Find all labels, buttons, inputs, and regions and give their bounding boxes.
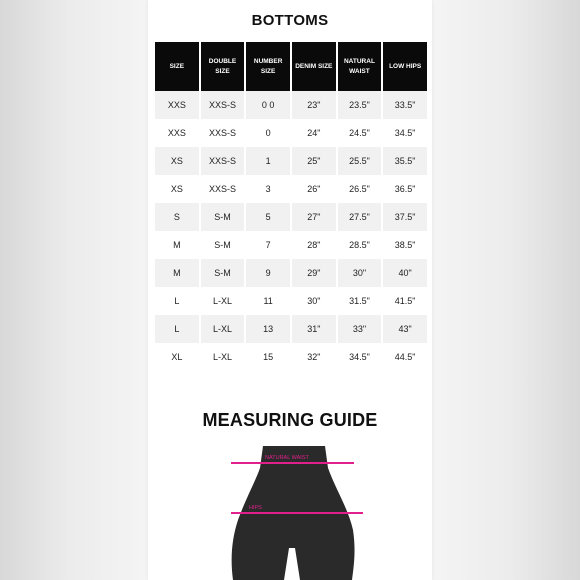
- header-double-size: DOUBLE SIZE: [201, 42, 245, 91]
- cell-double-size: L-XL: [201, 343, 245, 371]
- cell-denim-size: 30": [292, 287, 336, 315]
- cell-denim-size: 25": [292, 147, 336, 175]
- cell-number-size: 15: [246, 343, 290, 371]
- cell-number-size: 1: [246, 147, 290, 175]
- cell-number-size: 13: [246, 315, 290, 343]
- header-number-size: NUMBER SIZE: [246, 42, 290, 91]
- cell-size: XL: [155, 343, 199, 371]
- cell-number-size: 9: [246, 259, 290, 287]
- cell-low-hips: 43": [383, 315, 427, 343]
- cell-denim-size: 27": [292, 203, 336, 231]
- cell-low-hips: 44.5": [383, 343, 427, 371]
- table-row: [155, 119, 427, 147]
- measuring-figure: [148, 440, 432, 580]
- cell-size: XXS: [155, 91, 199, 119]
- header-denim-size: DENIM SIZE: [292, 42, 336, 91]
- cell-denim-size: 24": [292, 119, 336, 147]
- cell-double-size: L-XL: [201, 315, 245, 343]
- cell-natural-waist: 26.5": [338, 175, 382, 203]
- table-row: [155, 91, 427, 119]
- cell-number-size: 11: [246, 287, 290, 315]
- cell-low-hips: 41.5": [383, 287, 427, 315]
- cell-denim-size: 29": [292, 259, 336, 287]
- cell-low-hips: 38.5": [383, 231, 427, 259]
- cell-denim-size: 32": [292, 343, 336, 371]
- table-row: [155, 259, 427, 287]
- cell-denim-size: 31": [292, 315, 336, 343]
- cell-low-hips: 37.5": [383, 203, 427, 231]
- table-row: [155, 203, 427, 231]
- cell-size: S: [155, 203, 199, 231]
- cell-size: XS: [155, 175, 199, 203]
- chart-title: BOTTOMS: [251, 12, 329, 29]
- cell-low-hips: 34.5": [383, 119, 427, 147]
- cell-number-size: 0 0: [246, 91, 290, 119]
- cell-natural-waist: 33": [338, 315, 382, 343]
- cell-size: M: [155, 259, 199, 287]
- cell-denim-size: 28": [292, 231, 336, 259]
- cell-double-size: XXS-S: [201, 147, 245, 175]
- table-row: [155, 315, 427, 343]
- cell-double-size: XXS-S: [201, 175, 245, 203]
- header-natural-waist: NATURAL WAIST: [338, 42, 382, 91]
- cell-denim-size: 23": [292, 91, 336, 119]
- cell-low-hips: 40": [383, 259, 427, 287]
- cell-double-size: XXS-S: [201, 119, 245, 147]
- header-low-hips: LOW HIPS: [383, 42, 427, 91]
- cell-denim-size: 26": [292, 175, 336, 203]
- cell-size: XS: [155, 147, 199, 175]
- header-size: SIZE: [155, 42, 199, 91]
- table-row: [155, 175, 427, 203]
- cell-size: XXS: [155, 119, 199, 147]
- size-chart-sheet: [148, 0, 432, 580]
- cell-low-hips: 35.5": [383, 147, 427, 175]
- cell-natural-waist: 24.5": [338, 119, 382, 147]
- cell-number-size: 5: [246, 203, 290, 231]
- cell-low-hips: 36.5": [383, 175, 427, 203]
- cell-natural-waist: 27.5": [338, 203, 382, 231]
- cell-natural-waist: 34.5": [338, 343, 382, 371]
- cell-natural-waist: 30": [338, 259, 382, 287]
- cell-double-size: S-M: [201, 203, 245, 231]
- measuring-guide-title: MEASURING GUIDE: [202, 410, 378, 430]
- hips-label: HIPS: [249, 505, 262, 511]
- cell-natural-waist: 25.5": [338, 147, 382, 175]
- cell-natural-waist: 23.5": [338, 91, 382, 119]
- cell-double-size: L-XL: [201, 287, 245, 315]
- natural-waist-label: NATURAL WAIST: [265, 455, 309, 461]
- table-row: [155, 343, 427, 371]
- cell-double-size: XXS-S: [201, 91, 245, 119]
- cell-size: L: [155, 315, 199, 343]
- table-body: [155, 91, 427, 371]
- cell-number-size: 3: [246, 175, 290, 203]
- table-header-row: [155, 42, 427, 91]
- table-row: [155, 287, 427, 315]
- cell-size: L: [155, 287, 199, 315]
- table-row: [155, 231, 427, 259]
- cell-size: M: [155, 231, 199, 259]
- cell-natural-waist: 31.5": [338, 287, 382, 315]
- cell-number-size: 0: [246, 119, 290, 147]
- cell-double-size: S-M: [201, 259, 245, 287]
- cell-number-size: 7: [246, 231, 290, 259]
- cell-double-size: S-M: [201, 231, 245, 259]
- table-row: [155, 147, 427, 175]
- cell-natural-waist: 28.5": [338, 231, 382, 259]
- cell-low-hips: 33.5": [383, 91, 427, 119]
- size-table: [153, 42, 429, 371]
